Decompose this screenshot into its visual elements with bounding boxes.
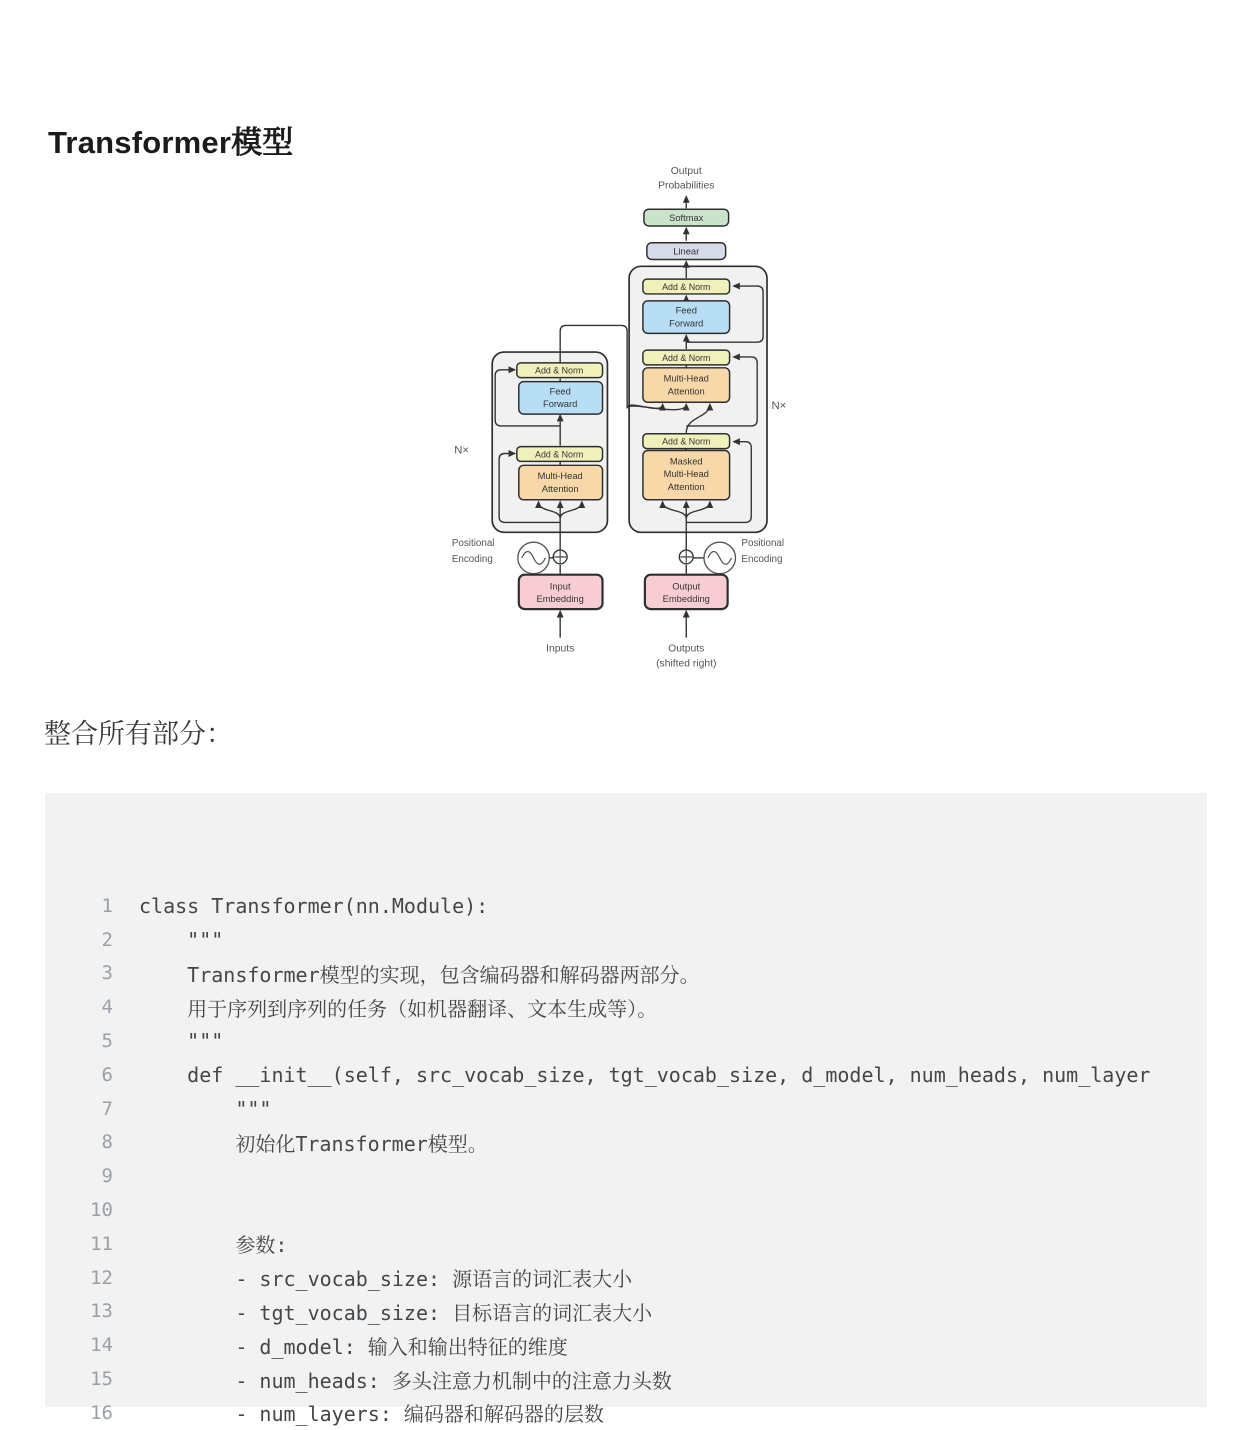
positional-encoding-right xyxy=(679,538,784,574)
code-line xyxy=(45,1024,1207,1058)
svg-text:Softmax: Softmax xyxy=(669,213,704,224)
svg-text:(shifted right): (shifted right) xyxy=(656,658,717,670)
code-block xyxy=(45,793,1207,1427)
svg-text:Multi-Head: Multi-Head xyxy=(537,471,583,482)
line-number: 5 xyxy=(101,1030,113,1053)
line-number: 8 xyxy=(101,1131,113,1154)
code-text: """ xyxy=(139,1029,224,1054)
code-line xyxy=(45,990,1207,1024)
code-text: Transformer模型的实现，包含编码器和解码器两部分。 xyxy=(139,962,700,987)
code-text: class Transformer(nn.Module): xyxy=(139,893,489,918)
encoder-multi-head-attention-box xyxy=(519,465,603,499)
line-number: 3 xyxy=(101,962,113,985)
line-number: 1 xyxy=(101,894,113,917)
decoder-nx-label: N× xyxy=(771,400,787,413)
output-embedding-box xyxy=(645,575,728,609)
code-text: 参数: xyxy=(139,1233,288,1258)
code-line xyxy=(45,889,1207,923)
code-line xyxy=(45,1058,1207,1092)
line-number: 4 xyxy=(101,996,113,1019)
line-number: 9 xyxy=(101,1165,113,1188)
line-number: 16 xyxy=(90,1401,113,1424)
svg-text:Forward: Forward xyxy=(543,399,578,410)
code-line xyxy=(45,1126,1207,1160)
input-embedding-box xyxy=(519,575,603,609)
decoder-multi-head-attention-box xyxy=(643,368,730,402)
svg-text:Add & Norm: Add & Norm xyxy=(535,449,584,460)
svg-text:Attention: Attention xyxy=(541,483,579,494)
svg-text:Attention: Attention xyxy=(667,386,705,397)
svg-text:Forward: Forward xyxy=(669,318,704,329)
line-number: 15 xyxy=(90,1368,113,1391)
svg-text:Encoding: Encoding xyxy=(741,553,783,565)
decoder-add-norm-mid-box xyxy=(643,350,730,365)
code-line xyxy=(45,1261,1207,1295)
code-text: """ xyxy=(139,1096,272,1121)
masked-multi-head-attention-box xyxy=(643,451,730,500)
section-label: 整合所有部分： xyxy=(44,719,233,749)
svg-text:Output: Output xyxy=(670,165,702,177)
svg-text:Output: Output xyxy=(672,581,701,592)
inputs-label: Inputs xyxy=(546,643,575,655)
code-line xyxy=(45,923,1207,957)
code-line xyxy=(45,1193,1207,1227)
svg-text:Attention: Attention xyxy=(667,481,705,492)
code-text: - tgt_vocab_size: 目标语言的词汇表大小 xyxy=(139,1300,653,1325)
line-number: 10 xyxy=(90,1199,113,1222)
linear-box xyxy=(647,243,726,260)
svg-text:Add & Norm: Add & Norm xyxy=(662,281,711,292)
encoder-nx-label: N× xyxy=(454,444,470,457)
transformer-diagram-svg xyxy=(440,158,834,675)
svg-text:Input: Input xyxy=(549,581,571,592)
encoder-add-norm-bottom-box xyxy=(517,447,603,462)
transformer-architecture-diagram xyxy=(440,158,834,675)
softmax-box xyxy=(644,209,729,226)
svg-text:Multi-Head: Multi-Head xyxy=(663,373,709,384)
code-line xyxy=(45,1396,1207,1430)
svg-text:Positional: Positional xyxy=(741,538,785,550)
code-line xyxy=(45,1159,1207,1193)
outputs-label xyxy=(656,643,716,669)
svg-text:Probabilities: Probabilities xyxy=(658,180,715,192)
code-text: 初始化Transformer模型。 xyxy=(139,1131,488,1156)
svg-text:Encoding: Encoding xyxy=(451,553,493,565)
line-number: 6 xyxy=(101,1063,113,1086)
line-number: 12 xyxy=(90,1266,113,1289)
line-number: 2 xyxy=(101,928,113,951)
svg-text:Add & Norm: Add & Norm xyxy=(662,436,711,447)
decoder-feed-forward-box xyxy=(643,301,730,334)
page-title: Transformer模型 xyxy=(48,124,294,160)
svg-text:Positional: Positional xyxy=(451,538,495,550)
svg-text:Linear: Linear xyxy=(673,246,700,257)
encoder-feed-forward-box xyxy=(519,382,603,415)
code-line xyxy=(45,1328,1207,1362)
line-number: 7 xyxy=(101,1097,113,1120)
svg-text:Feed: Feed xyxy=(675,305,697,316)
svg-text:Embedding: Embedding xyxy=(536,594,584,605)
svg-text:Multi-Head: Multi-Head xyxy=(663,469,709,480)
svg-text:Feed: Feed xyxy=(549,386,571,397)
output-probabilities-label xyxy=(658,166,714,192)
code-line xyxy=(45,1295,1207,1329)
code-line xyxy=(45,1092,1207,1126)
code-text: - num_heads: 多头注意力机制中的注意力头数 xyxy=(139,1368,672,1393)
line-number: 13 xyxy=(90,1300,113,1323)
decoder-add-norm-bottom-box xyxy=(643,434,730,449)
svg-text:Embedding: Embedding xyxy=(662,594,710,605)
code-line xyxy=(45,957,1207,991)
code-text: - d_model: 输入和输出特征的维度 xyxy=(139,1334,568,1359)
encoder-block xyxy=(492,352,607,532)
svg-text:Outputs: Outputs xyxy=(668,643,705,655)
svg-text:Masked: Masked xyxy=(669,456,703,467)
svg-text:Add & Norm: Add & Norm xyxy=(535,365,584,376)
code-line xyxy=(45,1227,1207,1261)
encoder-add-norm-top-box xyxy=(517,363,603,378)
line-number: 14 xyxy=(90,1334,113,1357)
positional-encoding-left xyxy=(452,538,567,574)
line-number: 11 xyxy=(90,1232,113,1255)
code-text: def __init__(self, src_vocab_size, tgt_vocab_size, d_model, num_heads, num_layer xyxy=(139,1062,1151,1087)
code-text: - src_vocab_size: 源语言的词汇表大小 xyxy=(139,1267,633,1292)
code-text: """ xyxy=(139,927,224,952)
code-line xyxy=(45,1362,1207,1396)
code-text: 用于序列到序列的任务（如机器翻译、文本生成等）。 xyxy=(139,996,658,1021)
svg-text:Add & Norm: Add & Norm xyxy=(662,352,711,363)
code-text: - num_layers: 编码器和解码器的层数 xyxy=(139,1402,604,1427)
decoder-add-norm-top-box xyxy=(643,279,730,294)
